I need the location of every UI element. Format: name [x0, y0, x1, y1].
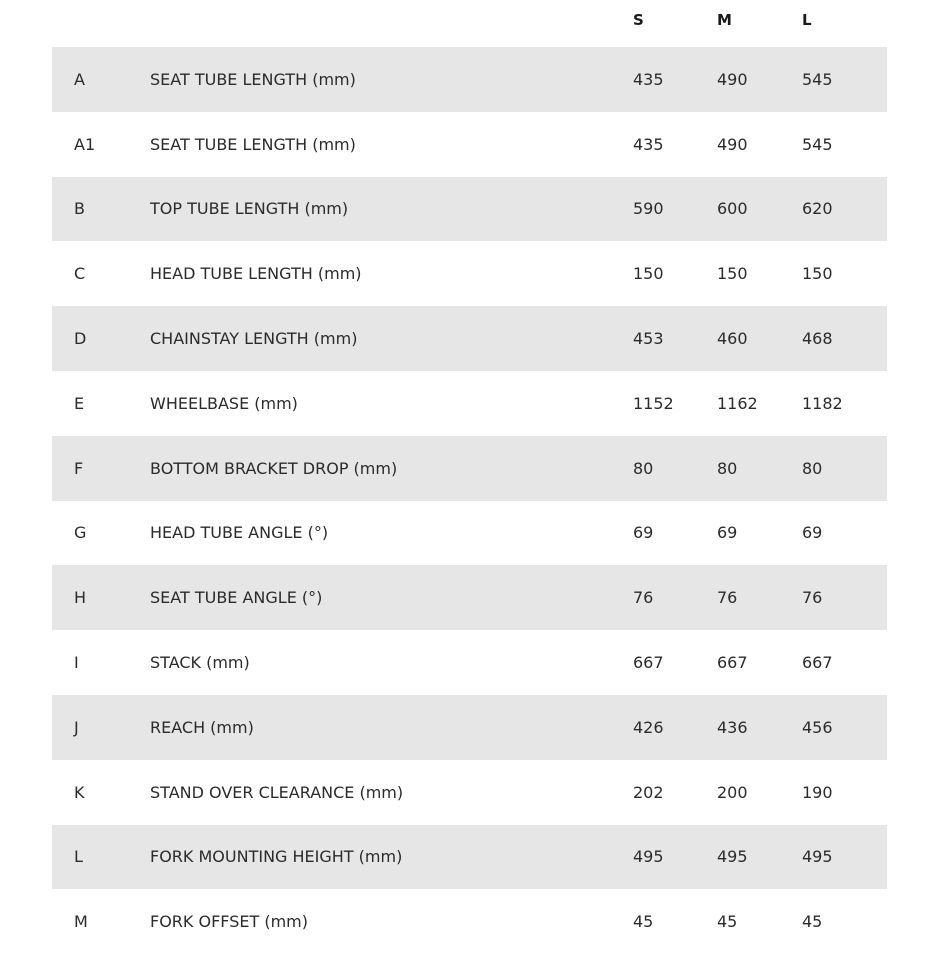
table-header-row — [52, 0, 887, 47]
row-code: M — [74, 912, 88, 932]
row-code: J — [74, 717, 79, 737]
row-code: F — [74, 458, 84, 478]
value-l: 620 — [802, 199, 833, 219]
table-row — [52, 371, 887, 436]
value-s: 150 — [633, 264, 664, 284]
row-label: TOP TUBE LENGTH (mm) — [150, 199, 349, 219]
value-l: 45 — [802, 912, 823, 932]
row-label: HEAD TUBE ANGLE (°) — [150, 523, 329, 543]
value-s: 76 — [633, 588, 654, 608]
value-s: 435 — [633, 69, 664, 89]
row-label: CHAINSTAY LENGTH (mm) — [150, 329, 358, 349]
row-label: SEAT TUBE ANGLE (°) — [150, 588, 323, 608]
value-l: 150 — [802, 264, 833, 284]
value-l: 495 — [802, 847, 833, 867]
table-row — [52, 436, 887, 501]
table-row — [52, 112, 887, 177]
table-row — [52, 565, 887, 630]
row-code: I — [74, 653, 79, 673]
value-l: 80 — [802, 458, 823, 478]
row-label: FORK OFFSET (mm) — [150, 912, 308, 932]
row-code: D — [74, 329, 87, 349]
value-m: 600 — [717, 199, 748, 219]
row-code: H — [74, 588, 87, 608]
value-l: 545 — [802, 134, 833, 154]
row-label: WHEELBASE (mm) — [150, 393, 298, 413]
table-row — [52, 47, 887, 112]
value-l: 190 — [802, 782, 833, 802]
value-m: 490 — [717, 69, 748, 89]
size-header-m: M — [717, 11, 732, 29]
geometry-table — [52, 0, 887, 954]
table-row — [52, 306, 887, 371]
table-row — [52, 501, 887, 566]
value-s: 426 — [633, 717, 664, 737]
value-s: 45 — [633, 912, 654, 932]
value-m: 460 — [717, 329, 748, 349]
row-label: REACH (mm) — [150, 717, 254, 737]
value-m: 69 — [717, 523, 738, 543]
table-row — [52, 760, 887, 825]
table-row — [52, 889, 887, 954]
row-code: K — [74, 782, 85, 802]
value-l: 1182 — [802, 393, 843, 413]
value-s: 1152 — [633, 393, 674, 413]
row-code: E — [74, 393, 85, 413]
value-s: 80 — [633, 458, 654, 478]
size-header-l: L — [802, 11, 812, 29]
row-label: SEAT TUBE LENGTH (mm) — [150, 69, 356, 89]
value-s: 667 — [633, 653, 664, 673]
row-label: HEAD TUBE LENGTH (mm) — [150, 264, 362, 284]
row-code: A — [74, 69, 85, 89]
table-row — [52, 177, 887, 242]
value-m: 45 — [717, 912, 738, 932]
table-row — [52, 695, 887, 760]
value-m: 1162 — [717, 393, 758, 413]
row-label: BOTTOM BRACKET DROP (mm) — [150, 458, 398, 478]
value-m: 667 — [717, 653, 748, 673]
value-l: 76 — [802, 588, 823, 608]
value-s: 453 — [633, 329, 664, 349]
value-l: 667 — [802, 653, 833, 673]
row-code: G — [74, 523, 87, 543]
table-row — [52, 825, 887, 890]
value-m: 495 — [717, 847, 748, 867]
value-s: 590 — [633, 199, 664, 219]
value-l: 468 — [802, 329, 833, 349]
row-label: SEAT TUBE LENGTH (mm) — [150, 134, 356, 154]
table-row — [52, 630, 887, 695]
value-m: 200 — [717, 782, 748, 802]
value-m: 80 — [717, 458, 738, 478]
table-row — [52, 241, 887, 306]
row-code: A1 — [74, 134, 96, 154]
value-l: 456 — [802, 717, 833, 737]
value-m: 76 — [717, 588, 738, 608]
row-code: B — [74, 199, 85, 219]
size-header-s: S — [633, 11, 644, 29]
value-l: 69 — [802, 523, 823, 543]
value-m: 490 — [717, 134, 748, 154]
value-m: 436 — [717, 717, 748, 737]
value-s: 202 — [633, 782, 664, 802]
row-code: L — [74, 847, 83, 867]
value-m: 150 — [717, 264, 748, 284]
value-s: 495 — [633, 847, 664, 867]
row-label: FORK MOUNTING HEIGHT (mm) — [150, 847, 403, 867]
value-s: 435 — [633, 134, 664, 154]
row-code: C — [74, 264, 86, 284]
value-l: 545 — [802, 69, 833, 89]
row-label: STAND OVER CLEARANCE (mm) — [150, 782, 404, 802]
value-s: 69 — [633, 523, 654, 543]
row-label: STACK (mm) — [150, 653, 250, 673]
